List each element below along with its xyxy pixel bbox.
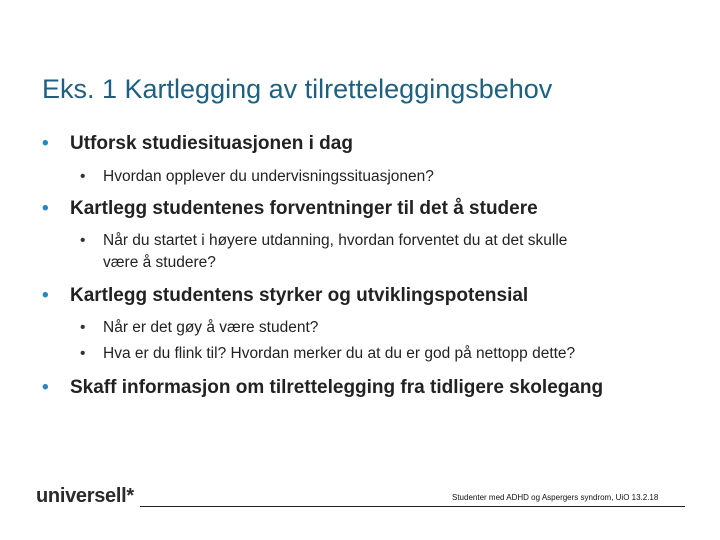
bullet-text: Skaff informasjon om tilrettelegging fra tidligere skolegang	[70, 377, 604, 398]
bullet-icon: •	[80, 345, 86, 362]
bullet-text: Hva er du flink til? Hvordan merker du at du er god på nettopp dette?	[103, 345, 576, 362]
bullet-icon: •	[42, 133, 49, 154]
sub-bullet-continuation	[103, 254, 216, 272]
footer-note: Studenter med ADHD og Aspergers syndrom, UiO 13.2.18	[452, 493, 659, 502]
sub-bullet-item	[80, 319, 319, 337]
footer-divider	[140, 506, 685, 507]
bullet-text: Når du startet i høyere utdanning, hvordan forventet du at det skulle	[103, 232, 568, 249]
sub-bullet-item	[80, 345, 576, 363]
bullet-icon: •	[42, 285, 49, 306]
bullet-icon: •	[80, 168, 86, 185]
bullet-text: Utforsk studiesituasjonen i dag	[70, 133, 353, 154]
bullet-text: Kartlegg studentens styrker og utviklingspotensial	[70, 285, 529, 306]
sub-bullet-item	[80, 168, 434, 186]
sub-bullet-item	[80, 232, 568, 250]
universell-logo: universell*	[36, 485, 134, 507]
bullet-item	[42, 133, 353, 155]
slide-title: Eks. 1 Kartlegging av tilretteleggingsbehov	[42, 74, 553, 104]
bullet-text: Hvordan opplever du undervisningssituasjonen?	[103, 168, 434, 185]
bullet-item	[42, 377, 604, 399]
bullet-icon: •	[42, 377, 49, 398]
bullet-text: Kartlegg studentenes forventninger til det å studere	[70, 198, 538, 219]
bullet-item	[42, 198, 538, 220]
bullet-item	[42, 285, 529, 307]
bullet-text: være å studere?	[103, 254, 216, 271]
bullet-icon: •	[42, 198, 49, 219]
bullet-icon: •	[80, 319, 86, 336]
bullet-icon: •	[80, 232, 86, 249]
bullet-text: Når er det gøy å være student?	[103, 319, 319, 336]
